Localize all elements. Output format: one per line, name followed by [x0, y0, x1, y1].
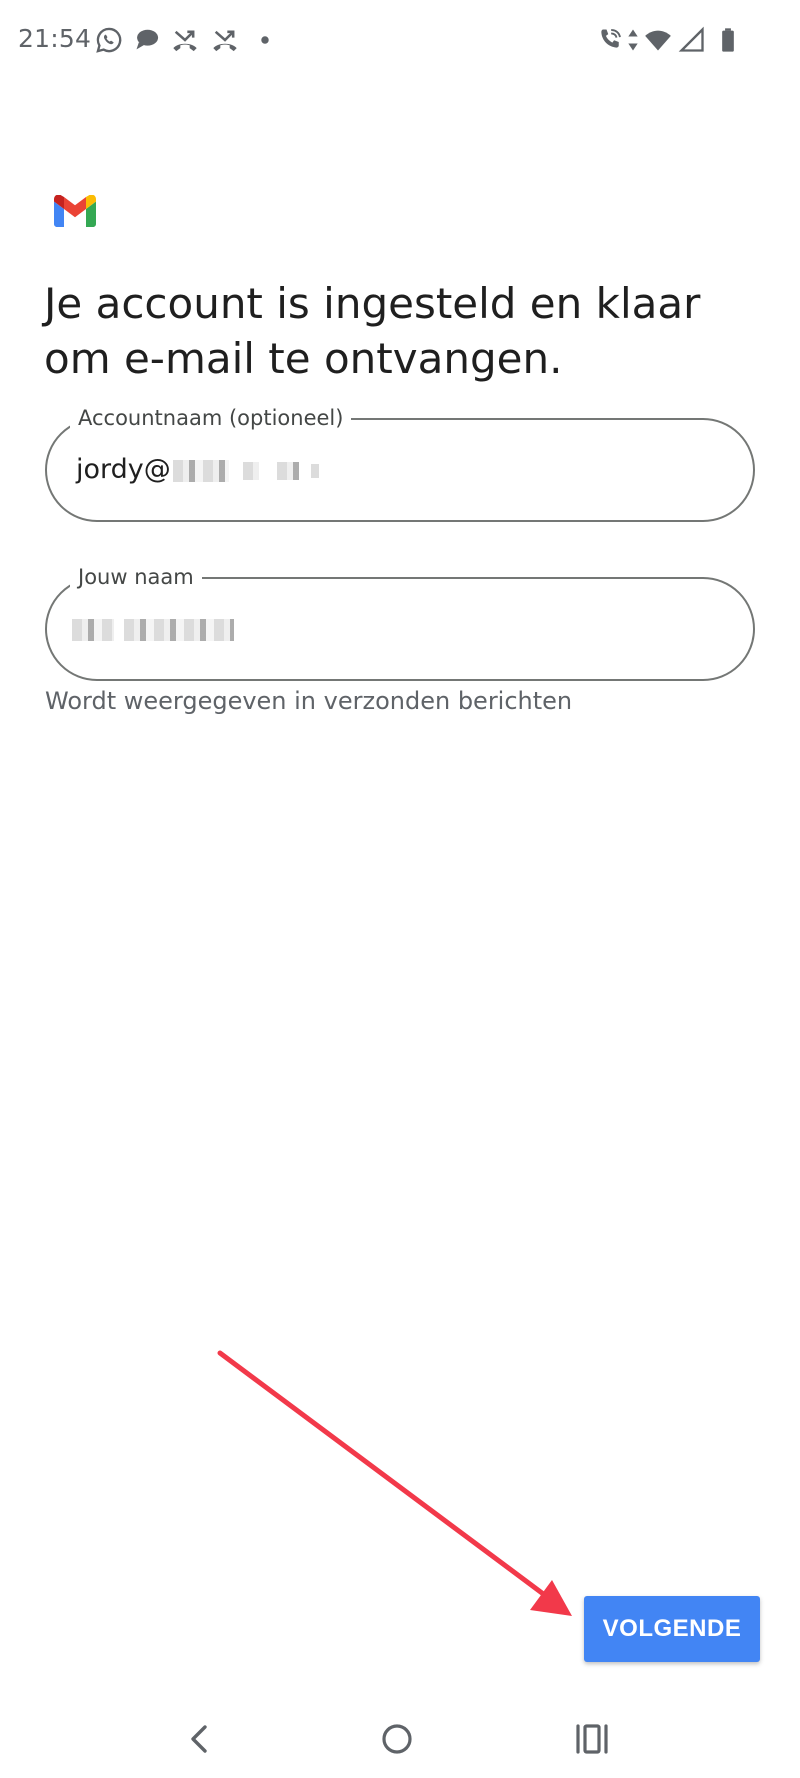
helper-text: Wordt weergegeven in verzonden berichten — [45, 687, 573, 715]
whatsapp-icon — [95, 26, 123, 54]
redacted-block — [243, 462, 259, 480]
wifi-icon — [642, 26, 674, 54]
dot-icon — [251, 26, 279, 54]
redacted-block — [311, 464, 319, 478]
next-button[interactable]: VOLGENDE — [584, 1596, 760, 1662]
navigation-bar — [0, 1700, 800, 1778]
account-name-text: jordy@ — [76, 454, 171, 485]
missed-call-icon — [211, 26, 239, 54]
wifi-calling-icon — [596, 26, 624, 54]
redacted-block — [173, 460, 229, 482]
missed-call-icon — [171, 26, 199, 54]
your-name-value[interactable] — [76, 612, 234, 646]
data-arrows-icon — [626, 26, 640, 54]
page-title: Je account is ingesteld en klaar om e-mail te ontvangen. — [44, 279, 701, 383]
account-name-label: Accountnaam (optioneel) — [70, 405, 351, 431]
chat-bubble-icon — [133, 26, 161, 54]
your-name-label: Jouw naam — [70, 564, 202, 590]
cell-signal-icon — [678, 26, 706, 54]
gmail-logo — [54, 195, 96, 227]
your-name-field[interactable] — [45, 565, 755, 681]
redacted-block — [277, 462, 299, 480]
redacted-block — [72, 619, 114, 641]
recents-icon[interactable] — [567, 1714, 617, 1764]
account-name-value[interactable] — [76, 453, 319, 487]
account-name-field[interactable] — [45, 406, 755, 522]
battery-icon — [714, 26, 742, 54]
back-icon[interactable] — [175, 1714, 225, 1764]
redacted-block — [124, 619, 234, 641]
status-time: 21:54 — [18, 24, 92, 53]
status-bar — [0, 0, 800, 80]
home-icon[interactable] — [372, 1714, 422, 1764]
